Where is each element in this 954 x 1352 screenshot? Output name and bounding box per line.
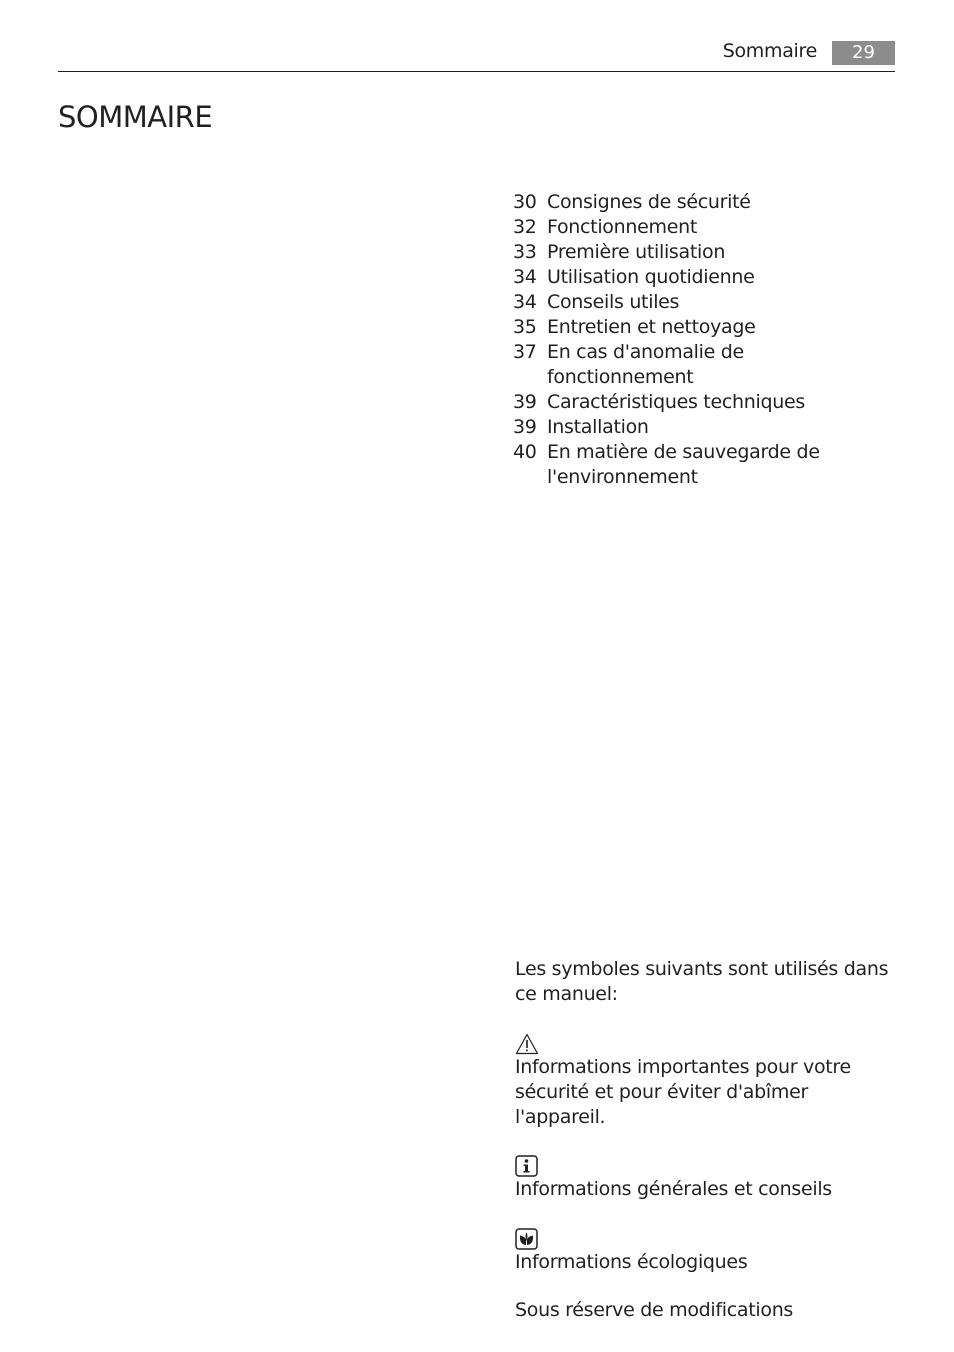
toc-title: Caractéristiques techniques <box>547 391 805 413</box>
toc-page-number: 30 <box>513 191 537 213</box>
toc-page-number: 37 <box>513 341 537 363</box>
toc-title: Consignes de sécurité <box>547 191 751 213</box>
toc-page-number: 34 <box>513 291 537 313</box>
symbol-legend <box>515 957 900 1323</box>
toc-title: Fonctionnement <box>547 216 697 238</box>
toc-item[interactable] <box>513 240 903 265</box>
toc-item[interactable] <box>513 290 903 315</box>
info-icon <box>515 1155 900 1177</box>
toc-page-number: 33 <box>513 241 537 263</box>
modification-notice: Sous réserve de modifications <box>515 1299 794 1321</box>
toc-page-number: 35 <box>513 316 537 338</box>
toc-page-number: 40 <box>513 441 537 463</box>
eco-leaf-icon <box>515 1228 900 1250</box>
toc-item[interactable] <box>513 315 903 340</box>
page-title: SOMMAIRE <box>58 100 213 134</box>
toc-title: En matière de sauvegarde de l'environnement <box>547 441 820 488</box>
info-description: Informations générales et conseils <box>515 1178 832 1200</box>
table-of-contents <box>513 190 903 490</box>
legend-intro: Les symboles suivants sont utilisés dans ce manuel: <box>515 958 889 1005</box>
toc-item[interactable] <box>513 215 903 240</box>
page-number: 29 <box>832 41 895 65</box>
warning-description: Informations importantes pour votre sécurité et pour éviter d'abîmer l'appareil. <box>515 1056 851 1128</box>
warning-triangle-icon <box>515 1033 900 1055</box>
toc-item[interactable] <box>513 340 903 390</box>
toc-page-number: 34 <box>513 266 537 288</box>
toc-title: Première utilisation <box>547 241 726 263</box>
toc-item[interactable] <box>513 390 903 415</box>
toc-title: Entretien et nettoyage <box>547 316 756 338</box>
toc-page-number: 39 <box>513 391 537 413</box>
toc-item[interactable] <box>513 415 903 440</box>
toc-title: Installation <box>547 416 649 438</box>
header-section-title: Sommaire <box>722 40 817 62</box>
toc-item[interactable] <box>513 440 903 490</box>
toc-title: Utilisation quotidienne <box>547 266 755 288</box>
toc-title: En cas d'anomalie de fonctionnement <box>547 341 744 388</box>
toc-title: Conseils utiles <box>547 291 680 313</box>
toc-item[interactable] <box>513 190 903 215</box>
eco-description: Informations écologiques <box>515 1251 748 1273</box>
toc-item[interactable] <box>513 265 903 290</box>
page-header <box>58 38 895 72</box>
toc-page-number: 39 <box>513 416 537 438</box>
toc-page-number: 32 <box>513 216 537 238</box>
